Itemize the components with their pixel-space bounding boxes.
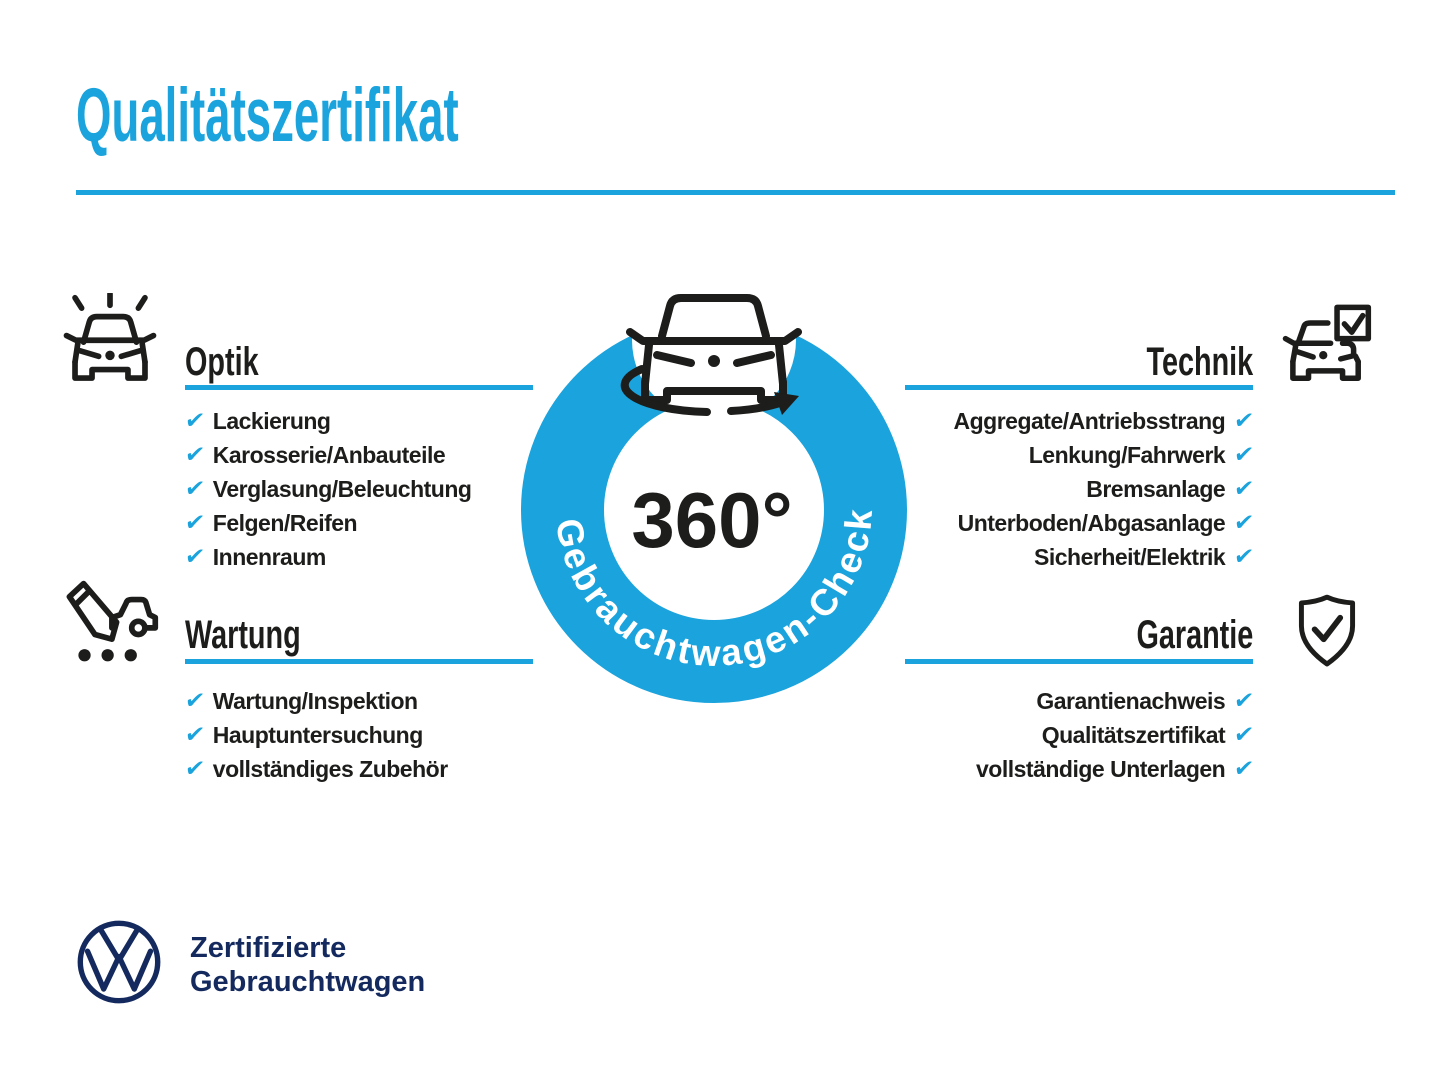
page-title: Qualitätszertifikat <box>76 73 459 158</box>
check-icon: ✔ <box>183 407 206 434</box>
checklist-item-label: Lenkung/Fahrwerk <box>1028 441 1226 468</box>
checklist-item <box>905 684 1253 718</box>
vw-logo <box>74 917 164 1007</box>
checklist-item <box>905 752 1253 786</box>
checklist-item <box>905 540 1253 574</box>
360-check-badge <box>480 230 950 760</box>
checklist-item-label: Karosserie/Anbauteile <box>212 441 446 468</box>
checklist-garantie <box>905 684 1253 786</box>
checklist-item-label: Garantienachweis <box>1036 687 1226 714</box>
check-icon: ✔ <box>183 543 206 570</box>
title-divider <box>76 190 1395 195</box>
degree-value: 360° <box>631 476 793 564</box>
checklist-item-label: Unterboden/Abgasanlage <box>957 509 1226 536</box>
check-icon: ✔ <box>183 755 206 782</box>
checklist-item-label: Innenraum <box>212 543 326 570</box>
checklist-technik <box>905 404 1253 574</box>
check-icon: ✔ <box>183 475 206 502</box>
checklist-item-label: Sicherheit/Elektrik <box>1034 543 1226 570</box>
section-title-wartung: Wartung <box>185 613 301 657</box>
check-icon: ✔ <box>1232 687 1255 714</box>
ring-label: Gebrauchtwagen-Check <box>547 507 881 675</box>
check-icon: ✔ <box>1232 407 1255 434</box>
section-divider-technik <box>905 385 1253 390</box>
section-divider-garantie <box>905 659 1253 664</box>
checklist-item-label: vollständige Unterlagen <box>976 755 1226 782</box>
checklist-item <box>905 506 1253 540</box>
check-icon: ✔ <box>1232 755 1255 782</box>
brand-line-1: Zertifizierte <box>190 932 347 964</box>
check-icon: ✔ <box>1232 475 1255 502</box>
check-icon: ✔ <box>183 509 206 536</box>
check-icon: ✔ <box>183 687 206 714</box>
checklist-item-label: vollständiges Zubehör <box>212 755 448 782</box>
check-icon: ✔ <box>1232 509 1255 536</box>
shield-check-icon <box>1294 590 1360 672</box>
section-title-garantie: Garantie <box>1136 613 1253 657</box>
check-icon: ✔ <box>183 441 206 468</box>
shiny-car-icon <box>60 293 160 397</box>
checklist-item <box>905 438 1253 472</box>
pencil-car-service-icon <box>60 578 160 674</box>
car-checkbox-icon <box>1280 298 1372 394</box>
checklist-item-label: Hauptuntersuchung <box>212 721 423 748</box>
checklist-item-label: Qualitätszertifikat <box>1041 721 1226 748</box>
checklist-item-label: Aggregate/Antriebsstrang <box>953 407 1226 434</box>
brand-wordmark <box>190 931 425 999</box>
section-title-optik: Optik <box>185 340 259 384</box>
section-title-technik: Technik <box>1146 340 1253 384</box>
check-icon: ✔ <box>183 721 206 748</box>
checklist-item <box>905 718 1253 752</box>
checklist-item-label: Verglasung/Beleuchtung <box>212 475 472 502</box>
check-icon: ✔ <box>1232 543 1255 570</box>
check-icon: ✔ <box>1232 441 1255 468</box>
checklist-item-label: Lackierung <box>212 407 331 434</box>
brand-line-2: Gebrauchtwagen <box>190 966 426 998</box>
checklist-item-label: Bremsanlage <box>1086 475 1226 502</box>
checklist-item <box>905 404 1253 438</box>
checklist-item-label: Wartung/Inspektion <box>212 687 418 714</box>
check-icon: ✔ <box>1232 721 1255 748</box>
checklist-item <box>905 472 1253 506</box>
checklist-item-label: Felgen/Reifen <box>212 509 358 536</box>
